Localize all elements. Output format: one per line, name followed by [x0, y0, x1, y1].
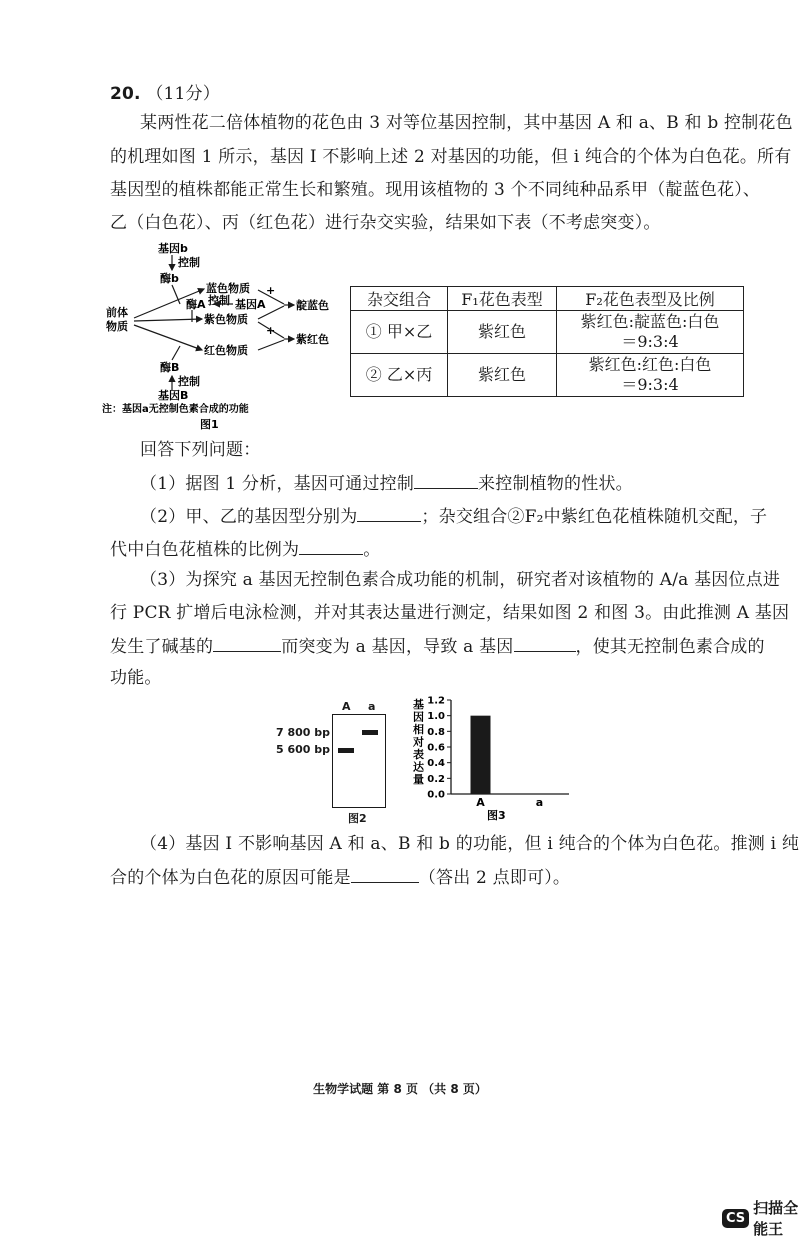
cell-f2-line2: ＝9:3:4	[621, 375, 679, 394]
q1-text-after: 来控制植物的性状。	[478, 474, 633, 494]
intro-line-2: 的机理如图 1 所示，基因 I 不影响上述 2 对基因的功能，但 i 纯合的个体为白色花。所有	[110, 147, 792, 167]
q4-line2-after: （答出 2 点即可）。	[418, 868, 571, 888]
plus-sign-2: +	[266, 324, 276, 337]
x-axis-categories	[476, 796, 543, 809]
q3-line3-after: ，使其无控制色素合成的	[575, 637, 765, 657]
marker-7800bp: 7 800 bp	[276, 726, 331, 739]
cell-f2-line2: ＝9:3:4	[621, 332, 679, 351]
intro-line-3: 基因型的植株都能正常生长和繁殖。现用该植物的 3 个不同纯种品系甲（靛蓝色花）、	[110, 180, 761, 200]
y-tick-label: 0.8	[427, 726, 445, 738]
control-mid-label: 控制	[208, 294, 230, 307]
cell-f1: 紫红色	[448, 354, 557, 397]
answer-prompt: 回答下列问题：	[140, 440, 261, 460]
scanner-logo-icon: CS	[722, 1209, 749, 1228]
q4-answer-blank[interactable]	[351, 864, 419, 883]
q3-line3-mid: 而突变为 a 基因，导致 a 基因	[281, 637, 514, 657]
plus-sign-1: +	[266, 284, 276, 297]
q1-answer-blank[interactable]	[414, 470, 478, 489]
precursor-label-1: 前体	[106, 306, 128, 319]
y-axis-label-char: 对	[413, 735, 424, 749]
gene-B-label: 基因B	[158, 389, 189, 402]
table-row	[351, 311, 744, 354]
question-score: （11分）	[146, 84, 220, 104]
y-tick-label: 0.6	[427, 742, 445, 754]
blue-substance-label: 蓝色物质	[206, 282, 250, 295]
y-tick-label: 0.4	[427, 758, 445, 770]
y-axis-label	[412, 697, 424, 786]
figure-3-caption: 图3	[487, 809, 506, 822]
question-1	[140, 470, 633, 496]
figure-3-bar-chart	[405, 692, 575, 828]
q2-line2-after: 。	[363, 540, 381, 560]
y-tick-label: 1.2	[427, 695, 445, 707]
y-axis-label-char: 相	[413, 723, 424, 736]
q3-answer-blank-2[interactable]	[514, 633, 576, 652]
y-axis-label-char: 基	[413, 698, 424, 711]
figure-2-caption: 图2	[348, 812, 367, 825]
y-tick-label: 0.2	[427, 773, 445, 785]
y-axis-label-char: 因	[413, 710, 424, 724]
question-3-line-1: （3）为探究 a 基因无控制色素合成功能的机制，研究者对该植物的 A/a 基因位点进	[140, 570, 781, 590]
cell-combo: ① 甲×乙	[351, 311, 448, 354]
y-axis-ticks	[427, 696, 451, 801]
y-axis-label-char: 量	[413, 773, 424, 786]
header-cross-combo: 杂交组合	[351, 287, 448, 311]
question-header	[110, 82, 220, 106]
page-footer: 生物学试题 第 8 页 （共 8 页）	[313, 1082, 487, 1096]
question-2-line-2	[110, 536, 380, 562]
q3-line3-before: 发生了碱基的	[110, 637, 214, 657]
question-4-line-2	[110, 864, 570, 890]
marker-5600bp: 5 600 bp	[276, 743, 331, 756]
enzyme-b-label: 酶b	[160, 272, 179, 285]
q2-answer-blank-1[interactable]	[357, 503, 421, 522]
y-tick-label: 0.0	[427, 789, 445, 801]
q4-line2-before: 合的个体为白色花的原因可能是	[110, 868, 351, 888]
gene-b-label: 基因b	[158, 242, 188, 255]
cell-f1: 紫红色	[448, 311, 557, 354]
cell-f2	[557, 311, 744, 354]
table-header-row	[351, 287, 744, 311]
scanner-text: 扫描全能王	[753, 1199, 799, 1238]
scanner-watermark	[722, 1197, 800, 1239]
q2-line2-before: 代中白色花植株的比例为	[110, 540, 300, 560]
gel-frame	[332, 714, 386, 808]
figure-1-caption: 图1	[200, 418, 219, 431]
enzyme-a-label: 酶A	[186, 298, 206, 311]
cell-f2	[557, 354, 744, 397]
cell-f2-line1: 紫红色:红色:白色	[588, 355, 712, 374]
indigo-label: 靛蓝色	[296, 299, 329, 312]
control-bottom-label: 控制	[178, 375, 200, 388]
question-4-line-1: （4）基因 I 不影响基因 A 和 a、B 和 b 的功能，但 i 纯合的个体为白色花。推测 i 纯	[140, 834, 800, 854]
bars-group	[471, 716, 491, 794]
bar-A	[471, 716, 491, 794]
figure-2-gel	[276, 700, 390, 828]
x-category-label: A	[476, 796, 485, 809]
q3-answer-blank-1[interactable]	[213, 633, 281, 652]
q2-text-before: （2）甲、乙的基因型分别为	[140, 507, 358, 527]
figure-1-pathway-diagram	[100, 242, 350, 432]
question-3-line-3	[110, 633, 765, 659]
lane-label-a: a	[368, 700, 376, 713]
figure-1-note: 注：基因a无控制色素合成的功能	[102, 404, 249, 415]
lane-label-A: A	[342, 700, 351, 713]
header-f1-phenotype: F₁花色表型	[448, 287, 557, 311]
cross-results-table	[350, 286, 744, 397]
gene-a-label: 基因A	[235, 298, 266, 311]
red-substance-label: 红色物质	[204, 344, 248, 357]
q1-text-before: （1）据图 1 分析，基因可通过控制	[140, 474, 415, 494]
intro-line-1: 某两性花二倍体植物的花色由 3 对等位基因控制，其中基因 A 和 a、B 和 b 控制花色	[140, 113, 793, 133]
q2-text-mid: ；杂交组合②F₂中紫红色花植株随机交配，子	[421, 507, 768, 527]
purple-red-label: 紫红色	[296, 333, 329, 346]
control-top-label: 控制	[178, 256, 200, 269]
purple-substance-label: 紫色物质	[204, 313, 248, 326]
enzyme-B-label: 酶B	[160, 361, 180, 374]
question-3-line-4: 功能。	[110, 668, 162, 688]
cell-f2-line1: 紫红色:靛蓝色:白色	[580, 312, 720, 331]
q2-answer-blank-2[interactable]	[299, 536, 363, 555]
y-axis-label-char: 达	[413, 760, 424, 774]
question-number: 20.	[110, 84, 141, 104]
question-3-line-2: 行 PCR 扩增后电泳检测，并对其表达量进行测定，结果如图 2 和图 3。由此推测 A 基因	[110, 603, 790, 623]
table-row	[351, 354, 744, 397]
band-a-7800bp	[362, 730, 378, 735]
x-category-label: a	[535, 796, 544, 809]
intro-line-4: 乙（白色花）、丙（红色花）进行杂交实验，结果如下表（不考虑突变）。	[110, 213, 661, 233]
band-A-5600bp	[338, 748, 354, 753]
precursor-label-2: 物质	[106, 320, 128, 333]
cell-combo: ② 乙×丙	[351, 354, 448, 397]
y-axis-label-char: 表	[413, 748, 424, 761]
header-f2-phenotype: F₂花色表型及比例	[557, 287, 744, 311]
question-2-line-1	[140, 503, 767, 529]
y-tick-label: 1.0	[427, 711, 445, 723]
